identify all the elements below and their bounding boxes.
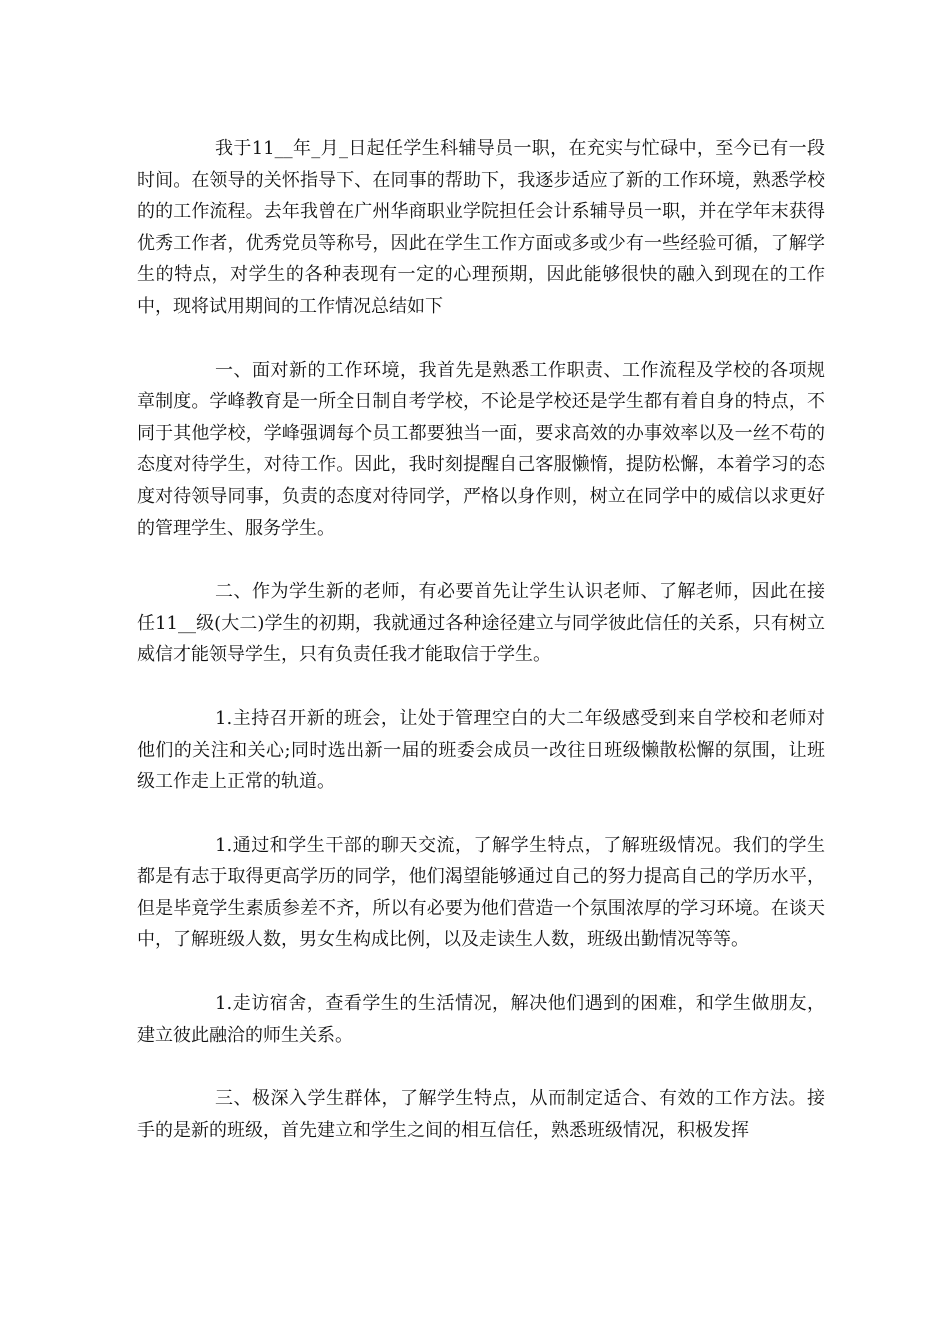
paragraph-section-one: 一、面对新的工作环境，我首先是熟悉工作职责、工作流程及学校的各项规章制度。学峰教育是一所全日制自考学校，不论是学校还是学生都有着自身的特点，不同于其他学校，学峰强调每个员工都要独当一面，要求高效的办事效率以及一丝不苟的态度对待学生，对待工作。因此，我时刻提醒自己客服懒惰，提防松懈，本着学习的态度对待领导同事，负责的态度对待同学，严格以身作则，树立在同学中的威信以求更好的管理学生、服务学生。 <box>137 359 825 539</box>
paragraph-intro: 我于11__年_月_日起任学生科辅导员一职，在充实与忙碌中，至今已有一段时间。在领导的关怀指导下、在同事的帮助下，我逐步适应了新的工作环境，熟悉学校的的工作流程。去年我曾在广州华商职业学院担任会计系辅导员一职，并在学年末获得优秀工作者，优秀党员等称号，因此在学生工作方面或多或少有一些经验可循，了解学生的特点，对学生的各种表现有一定的心理预期，因此能够很快的融入到现在的工作中，现将试用期间的工作情况总结如下 <box>137 138 825 317</box>
paragraph-item-dorm-visits: 1.走访宿舍，查看学生的生活情况，解决他们遇到的困难，和学生做朋友，建立彼此融洽的师生关系。 <box>137 993 825 1046</box>
paragraph-section-two: 二、作为学生新的老师，有必要首先让学生认识老师、了解老师，因此在接任11__级(大二)学生的初期，我就通过各种途径建立与同学彼此信任的关系，只有树立威信才能领导学生，只有负责任我才能取信于学生。 <box>137 581 825 666</box>
document-body <box>137 133 825 1146</box>
paragraph-item-student-cadres: 1.通过和学生干部的聊天交流，了解学生特点，了解班级情况。我们的学生都是有志于取得更高学历的同学，他们渴望能够通过自己的努力提高自己的学历水平，但是毕竟学生素质参差不齐，所以有必要为他们营造一个氛围浓厚的学习环境。在谈天中，了解班级人数，男女生构成比例，以及走读生人数，班级出勤情况等等。 <box>137 834 825 951</box>
paragraph-section-three: 三、极深入学生群体，了解学生特点，从而制定适合、有效的工作方法。接手的是新的班级，首先建立和学生之间的相互信任，熟悉班级情况，积极发挥 <box>137 1088 825 1141</box>
paragraph-item-class-meeting: 1.主持召开新的班会，让处于管理空白的大二年级感受到来自学校和老师对他们的关注和关心;同时选出新一届的班委会成员一改往日班级懒散松懈的氛围，让班级工作走上正常的轨道。 <box>137 707 825 793</box>
